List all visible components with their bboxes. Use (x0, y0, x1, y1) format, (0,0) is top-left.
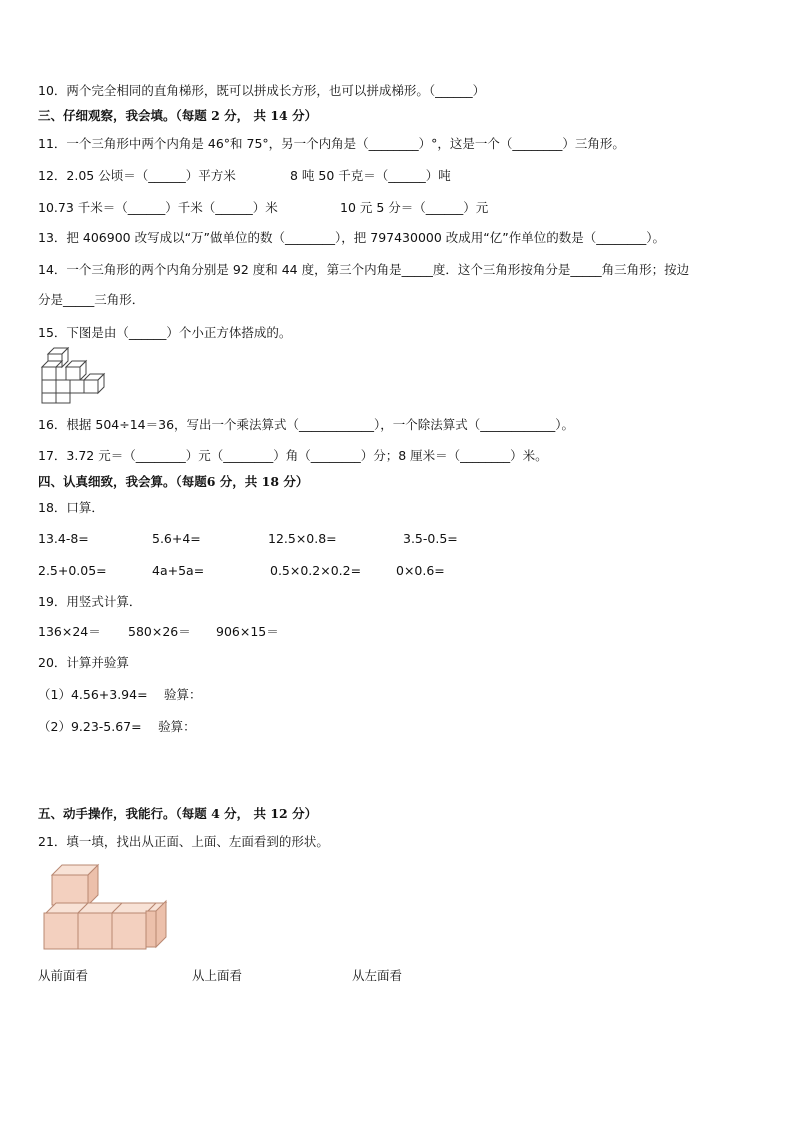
question-12-part-d: 10 元 5 分＝（______）元 (340, 200, 489, 215)
question-12-part-c: 10.73 千米＝（______）千米（______）米 (38, 200, 278, 215)
mental-calc-item: 12.5×0.8= (268, 531, 337, 546)
section-5-heading: 五、动手操作，我能行。（每题 4 分， 共 12 分） (38, 806, 318, 821)
mental-calc-item: 0×0.6= (396, 563, 445, 578)
question-20: 20．计算并验算 (38, 655, 129, 670)
vertical-calc-item: 136×24＝ (38, 624, 101, 639)
mental-calc-item: 4a+5a= (152, 563, 205, 578)
section-3-heading: 三、仔细观察，我会填。（每题 2 分， 共 14 分） (38, 108, 318, 123)
question-14-line-1: 14．一个三角形的两个内角分别是 92 度和 44 度，第三个内角是_____度．这个三角形按角分是_____角三角形；按边 (38, 262, 690, 277)
colored-cubes-figure (40, 861, 172, 953)
question-21: 21．填一填，找出从正面、上面、左面看到的形状。 (38, 834, 329, 849)
question-11: 11．一个三角形中两个内角是 46°和 75°，另一个内角是（________）°，这是一个（________）三角形。 (38, 136, 625, 151)
mental-calc-item: 2.5+0.05= (38, 563, 107, 578)
question-16: 16．根据 504÷14＝36，写出一个乘法算式（____________），一个除法算式（____________）。 (38, 417, 575, 432)
vertical-calc-item: 906×15＝ (216, 624, 279, 639)
question-20-part-1: （1）4.56+3.94= 验算： (38, 687, 202, 702)
section-4-heading: 四、认真细致，我会算。（每题6 分，共 18 分） (38, 474, 309, 489)
question-14-line-2: 分是_____三角形． (38, 292, 145, 307)
small-cubes-figure (38, 347, 112, 405)
mental-calc-item: 3.5-0.5= (403, 531, 458, 546)
question-15: 15．下图是由（______）个小正方体搭成的。 (38, 325, 292, 340)
question-19: 19．用竖式计算． (38, 594, 142, 609)
question-13: 13．把 406900 改写成以“万”做单位的数（________），把 797430000 改成用“亿”作单位的数是（________）。 (38, 230, 665, 245)
question-12-part-b: 8 吨 50 千克＝（______）吨 (290, 168, 451, 183)
question-18: 18．口算． (38, 500, 104, 515)
view-label-top: 从上面看 (192, 968, 243, 983)
question-12-part-a: 12．2.05 公顷＝（______）平方米 (38, 168, 236, 183)
vertical-calc-item: 580×26＝ (128, 624, 191, 639)
question-10: 10．两个完全相同的直角梯形，既可以拼成长方形，也可以拼成梯形。（______） (38, 83, 486, 98)
mental-calc-item: 0.5×0.2×0.2= (270, 563, 362, 578)
mental-calc-item: 5.6+4= (152, 531, 201, 546)
view-label-front: 从前面看 (38, 968, 89, 983)
view-label-left: 从左面看 (352, 968, 403, 983)
question-20-part-2: （2）9.23-5.67= 验算： (38, 719, 196, 734)
question-17: 17．3.72 元＝（________）元（________）角（________）分；8 厘米＝（________）米。 (38, 448, 548, 463)
mental-calc-item: 13.4-8= (38, 531, 89, 546)
